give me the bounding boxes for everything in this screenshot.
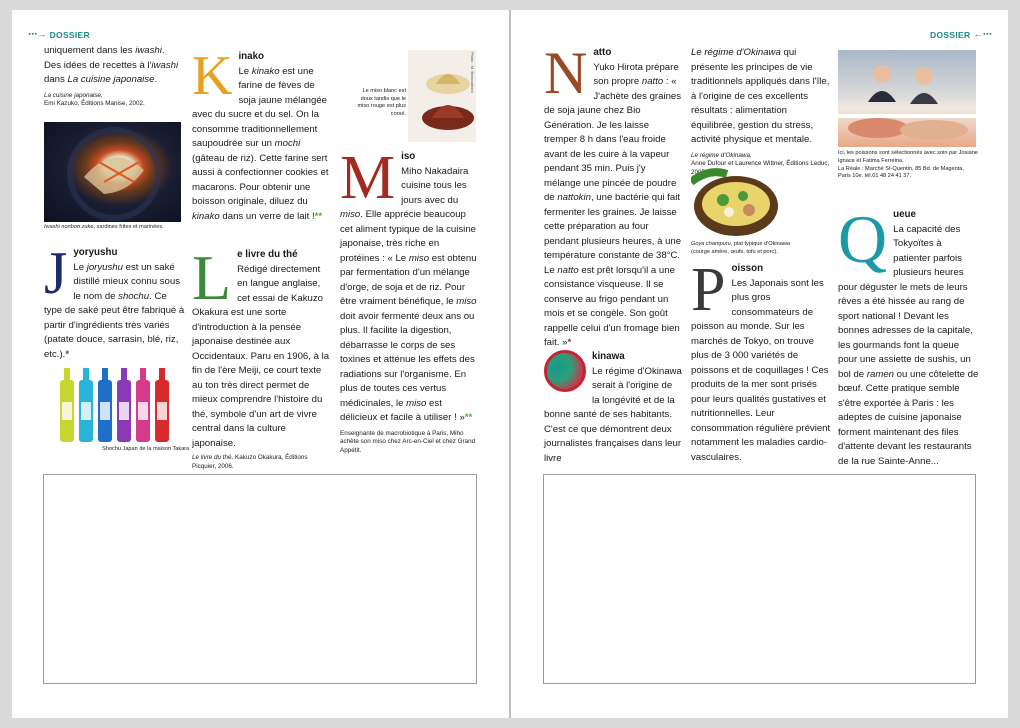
iwashi-dish-photo xyxy=(44,122,181,222)
section-label-right: DOSSIER ←⋯ xyxy=(930,29,992,40)
entry-title-livre: e livre du thé xyxy=(237,249,298,260)
miso-photo-credit: Photo : M. Brancaleoni xyxy=(470,52,475,93)
fish-caption: Ici, les poissons sont sélectionnés avec soin par Josiane Ignace et Fatima Ferreina. La Réale : Marché St-Quentin, 85 Bd. de Magenta, Paris 10e. tél.01 48 24 41 37. xyxy=(838,150,978,180)
entry-title-joryushu: yoryushu xyxy=(73,247,118,258)
entry-title-miso: iso xyxy=(401,151,416,162)
entry-livre-du-the xyxy=(192,242,332,471)
star-mark: * xyxy=(65,348,70,360)
credit-livre-du-the: Le livre du thé, Kakuzo Okakura, Éditions Picquier, 2006. xyxy=(192,454,308,470)
credit-cuisine-japonaise: La cuisine japonaise, Emi Kazuko, Éditions Manise, 2002. xyxy=(44,91,145,108)
blank-image-placeholder-left xyxy=(43,474,477,684)
dropcap-j: J xyxy=(44,240,68,306)
queue-text: La capacité des Tokyoïtes à patienter parfois plusieurs heures pour déguster le mets de leurs rêves a été hissée au rang de sport national ! Devant les bonnes adresses de la capitale, les gourmands font la queue pour une assiette de sushis, un bol de ramen ou une côtelette de bœuf. Cette pratique semble s'être exportée à Paris : les adeptes de cuisine japonaise forment maintenant des files d'attente devant les restaurants de la rue Sainte-Anne... xyxy=(838,223,979,467)
left-column-1 xyxy=(44,44,184,109)
stars-mark: ** xyxy=(464,412,473,423)
okinawa-continued xyxy=(691,46,831,177)
miso-text: Miho Nakadaira cuisine tous les jours avec du miso. Elle apprécie beaucoup cet aliment typique de la cuisine japonaise, très riche en protéines : « Le miso est obtenu par fermentation d'un mélange d'orge, de soja et de riz. Pour être vraiment bénéfique, le miso doit avoir fermenté deux ans ou plus. Il facilite la digestion, débarrasse le corps de ses toxines et atténue les effets des radiations sur l'organisme. En plus de toutes ces vertus médicinales, le miso est délicieux et facile à utiliser ! »** xyxy=(340,165,477,423)
okinawa-text: Le régime d'Okinawa serait à l'origine de la longévité et de la bonne santé de ses habitants. C'est ce que démontrent deux journalistes françaises dans leur livre xyxy=(544,365,682,464)
goya-champuru-photo xyxy=(691,168,781,238)
entry-okinawa xyxy=(544,350,682,466)
dropcap-k: K xyxy=(192,45,233,107)
livre-text: Rédigé directement en langue anglaise, cet essai de Kakuzo Okakura est une sorte d'introduction à la pensée japonaise destinée aux Occidentaux. Paru en 1906, à la fin de l'ère Meiji, ce court texte au ton très direct permet de mieux comprendre l'histoire du thé, symbole d'un art de vivre central dans la culture japonaise. xyxy=(192,263,330,449)
entry-title-natto: atto xyxy=(593,47,612,58)
arrow-left-icon: ←⋯ xyxy=(973,29,992,39)
goya-photo-caption: Goya champuru, plat typique d'Okinawa (courge amère, œufs, tofu et porc). xyxy=(691,241,791,255)
dropcap-q: Q xyxy=(838,201,888,277)
entry-joryushu xyxy=(44,240,186,362)
bottles-caption: Shochu Japan de la maison Takara xyxy=(102,446,190,452)
fish-market-photo xyxy=(838,50,976,147)
stars-mark: ** xyxy=(314,210,323,222)
left-page xyxy=(12,10,509,718)
blank-image-placeholder-right xyxy=(543,474,976,684)
kinako-text: Le kinako est une farine de fèves de soja jaune mélangée avec du sucre et du sel. On la consomme traditionnellement saupoudrée sur un mochi (gâteau de riz). Cette farine sert aussi à confectionner cookies et macarons. Pour obtenir une boisson originale, diluez du kinako dans un verre de lait !** xyxy=(192,65,329,222)
dropcap-o-circle xyxy=(544,350,586,392)
entry-title-kinako: inako xyxy=(238,51,265,62)
miso-bowls-photo xyxy=(408,50,476,142)
dropcap-n: N xyxy=(544,40,588,106)
miso-photo-caption: Le miso blanc est doux tandis que le miso rouge est plus corsé. xyxy=(357,88,406,117)
entry-title-okinawa: kinawa xyxy=(592,351,625,362)
iwashi-photo-caption: Iwashi nonbon zuke, sardines frites et marinées. xyxy=(44,224,164,230)
dropcap-m: M xyxy=(340,144,396,212)
okinawa-continued-text: Le régime d'Okinawa qui présente les principes de vie traditionnels appliqués dans l'île, à l'origine de ces excellents résultats : alimentation équilibrée, gestion du stress, activité physique et mentale. xyxy=(691,47,830,145)
entry-title-poisson: oisson xyxy=(731,263,764,274)
arrow-right-icon: ⋯→ xyxy=(28,29,47,39)
right-page xyxy=(511,10,1008,718)
shochu-bottles-photo xyxy=(54,366,178,446)
entry-miso xyxy=(340,144,478,455)
entry-title-queue: ueue xyxy=(893,209,916,220)
section-label-left: ⋯→ DOSSIER xyxy=(28,29,90,40)
entry-poisson xyxy=(691,256,833,465)
entry-kinako xyxy=(192,45,332,224)
dropcap-l: L xyxy=(192,242,232,313)
natto-text: Yuko Hirota prépare son propre natto : « J'achète des graines de soja jaune chez Bio Génération. Je les laisse tremper 8 h dans l'eau froide avant de les cuire à la vapeur pendant 35 min. Puis j'y mélange une pincée de poudre de nattokin, une bactérie qui fait fermenter les graines. Je laisse cette préparation au four pendant plusieurs heures, à une température constante de 38°C. Le natto est prêt lorsqu'il a une consistance visqueuse. Il se conserve au frigo pendant un mois et se congèle. Son goût rappelle celui d'un fromage bien fait. »* xyxy=(544,61,682,348)
star-mark: * xyxy=(567,337,572,348)
entry-natto xyxy=(544,40,682,351)
credit-okinawa: Le régime d'Okinawa, Anne Dufour et Laurence Wittner, Éditions Leduc, 2005. xyxy=(691,151,830,176)
entry-queue xyxy=(838,201,980,469)
poisson-text: Les Japonais sont les plus gros consommateurs de poisson au monde. Sur les marchés de Tokyo, on trouve plus de 3 000 variétés de poissons et de coquillages ! Ces produits de la mer sont prisés pour leurs qualités gustatives et nutritionnelles. Leur consommation régulière prévient notamment les maladies cardio-vasculaires. xyxy=(691,277,831,463)
iwashi-intro: uniquement dans les iwashi. Des idées de recettes à l'iwashi dans La cuisine japonaise. xyxy=(44,45,179,85)
dropcap-p: P xyxy=(691,256,726,324)
credit-miso: Enseignante de macrobiotique à Paris, Miho achète son miso chez Arc-en-Ciel et chez Grand Appétit. xyxy=(340,429,476,454)
joryushu-text: Le joryushu est un saké distillé mieux connu sous le nom de shochu. Ce type de saké peut être fabriqué à partir d'ingrédients très variés (patate douce, sarrasin, blé, riz, etc.).* xyxy=(44,261,185,360)
